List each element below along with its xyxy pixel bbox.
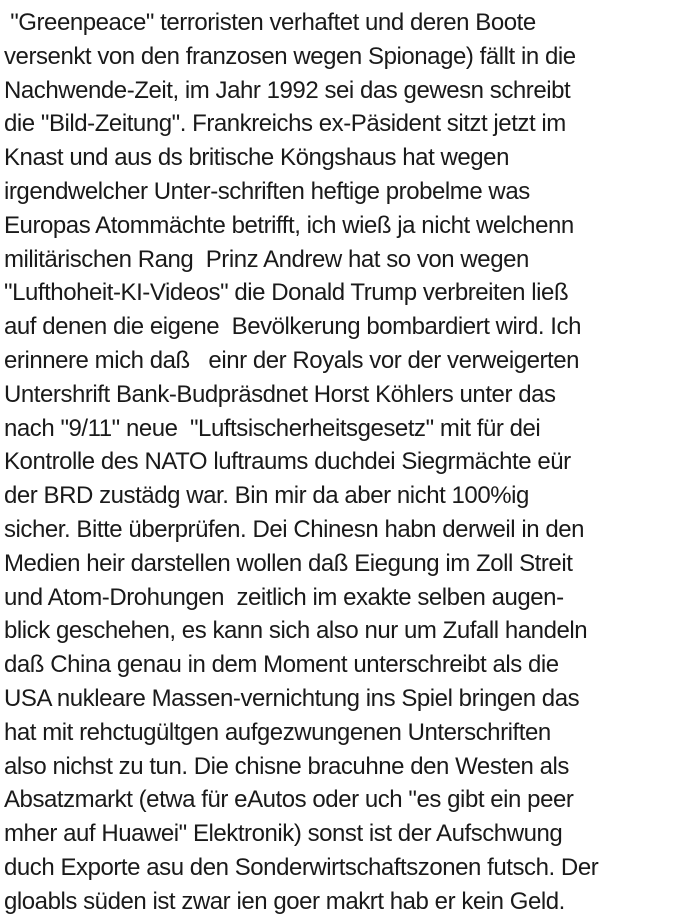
- text-line: USA nukleare Massen-vernichtung ins Spiel bringen das: [4, 684, 580, 712]
- text-line: also nichst zu tun. Die chisne bracuhne den Westen als: [4, 752, 569, 780]
- text-line: Knast und aus ds britische Köngshaus hat wegen: [4, 144, 509, 172]
- text-line: der BRD zustädg war. Bin mir da aber nicht 100%ig: [4, 482, 529, 510]
- text-line: irgendwelcher Unter-schriften heftige probelme was: [4, 177, 530, 205]
- text-line: Absatzmarkt (etwa für eAutos oder uch "es gibt ein peer: [4, 786, 574, 814]
- text-line: sicher. Bitte überprüfen. Dei Chinesn habn derweil in den: [4, 515, 585, 543]
- text-line: "Lufthoheit-KI-Videos" die Donald Trump verbreiten ließ: [4, 279, 569, 307]
- text-line: auf denen die eigene Bevölkerung bombardiert wird. Ich: [4, 313, 581, 341]
- text-line: blick geschehen, es kann sich also nur um Zufall handeln: [4, 617, 588, 645]
- document-text-block: [4, 6, 682, 919]
- text-line: Untershrift Bank-Budpräsdnet Horst Köhlers unter das: [4, 380, 556, 408]
- text-line: "Greenpeace" terroristen verhaftet und deren Boote: [4, 9, 536, 36]
- text-line: die "Bild-Zeitung". Frankreichs ex-Päsident sitzt jetzt im: [4, 110, 566, 138]
- text-line: Europas Atommächte betrifft, ich wieß ja nicht welchenn: [4, 211, 574, 239]
- text-line: mher auf Huawei" Elektronik) sonst ist der Aufschwung: [4, 820, 563, 848]
- text-line: duch Exporte asu den Sonderwirtschaftszonen futsch. Der: [4, 853, 599, 881]
- text-line: nach "9/11" neue "Luftsischerheitsgesetz" mit für dei: [4, 414, 541, 442]
- text-line: Medien heir darstellen wollen daß Eiegung im Zoll Streit: [4, 549, 573, 577]
- text-line: versenkt von den franzosen wegen Spionage) fällt in die: [4, 42, 576, 70]
- text-line: gloabls süden ist zwar ien goer makrt hab er kein Geld.: [4, 887, 565, 915]
- text-line: daß China genau in dem Moment unterschreibt als die: [4, 651, 559, 679]
- text-line: erinnere mich daß einr der Royals vor der verweigerten: [4, 346, 580, 374]
- text-line: Kontrolle des NATO luftraums duchdei Siegrmächte eür: [4, 448, 571, 476]
- text-line: Nachwende-Zeit, im Jahr 1992 sei das gewesn schreibt: [4, 76, 571, 104]
- text-line: und Atom-Drohungen zeitlich im exakte selben augen-: [4, 583, 564, 611]
- text-line: militärischen Rang Prinz Andrew hat so von wegen: [4, 245, 529, 273]
- text-line: hat mit rehctugültgen aufgezwungenen Unterschriften: [4, 718, 551, 746]
